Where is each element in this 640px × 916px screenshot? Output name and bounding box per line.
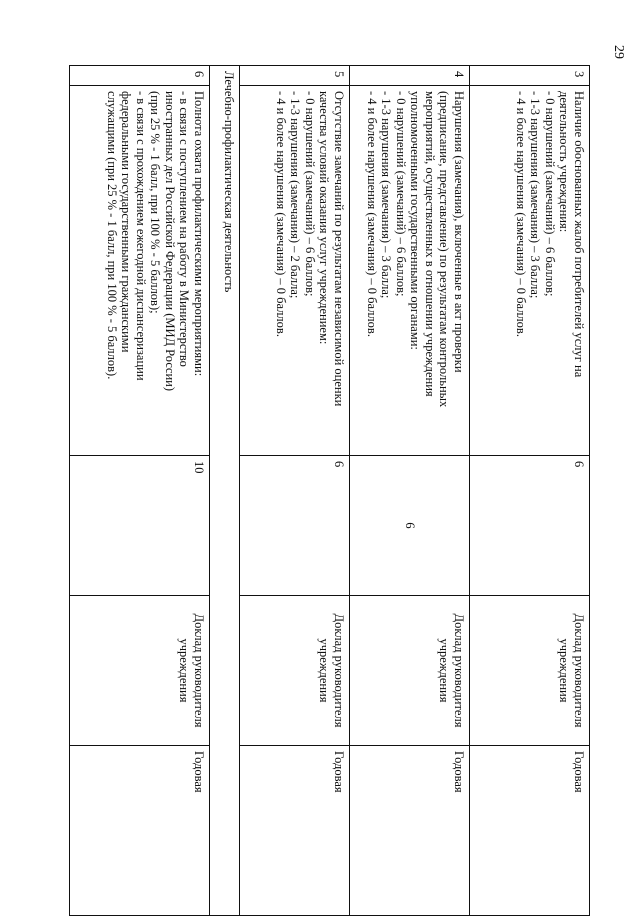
period-cell: Годовая — [350, 746, 470, 916]
row-number: 6 — [70, 66, 210, 86]
rotated-table-wrapper — [70, 65, 590, 915]
criterion-text — [70, 86, 210, 456]
table-row — [350, 66, 470, 916]
criterion-line: - 4 и более нарушения (замечания) – 0 баллов. — [274, 91, 288, 337]
criterion-line: - 1-3 нарушения (замечания) – 2 балла; — [288, 91, 303, 299]
criterion-text — [240, 86, 350, 456]
criterion-line: деятельность учреждения: — [557, 91, 572, 233]
row-number: 3 — [470, 66, 590, 86]
score-cell: 10 — [70, 456, 210, 596]
criterion-line: - в связи с поступлением на работу в Министерство — [177, 91, 192, 367]
page-number: 29 — [611, 45, 626, 59]
criterion-line: федеральными государственными гражданскими — [119, 91, 134, 353]
table-row — [470, 66, 590, 916]
criterion-line: - 4 и более нарушения (замечания) – 0 баллов. — [365, 91, 379, 337]
period-cell: Годовая — [70, 746, 210, 916]
criterion-text — [350, 86, 470, 456]
period-cell: Годовая — [240, 746, 350, 916]
criteria-table — [69, 65, 590, 916]
source-cell: Доклад руководителя учреждения — [470, 596, 590, 746]
source-cell: Доклад руководителя учреждения — [350, 596, 470, 746]
criterion-line: служащими (при 25 % - 1 балл, при 100 % - 5 баллов). — [105, 91, 119, 380]
criterion-line: Отсутствие замечаний по результатам независимой оценки — [332, 91, 346, 407]
score-cell: 6 — [240, 456, 350, 596]
criterion-line: - 1-3 нарушения (замечания) – 3 балла; — [379, 91, 394, 299]
criterion-line: качества условий оказания услуг учреждением: — [317, 91, 332, 345]
criterion-line: - 0 нарушений (замечаний) – 6 баллов; — [303, 91, 317, 297]
criterion-line: Полнота охвата профилактическими мероприятиями: — [192, 91, 206, 377]
source-cell: Доклад руководителя учреждения — [70, 596, 210, 746]
criterion-line: - 0 нарушений (замечаний) – 6 баллов; — [543, 91, 557, 297]
criterion-line: - 0 нарушений (замечаний) – 6 баллов; — [394, 91, 408, 297]
section-row — [210, 66, 240, 916]
score-cell: 6 — [350, 456, 470, 596]
criterion-line: (при 25 % - 1 балл, при 100 % - 5 баллов); — [148, 91, 163, 314]
criterion-line: уполномоченными государственными органами: — [408, 91, 423, 350]
criterion-line: мероприятий, осуществленных в отношении учреждения — [423, 91, 437, 397]
criterion-line: иностранных дел Российской Федерации (МИД России) — [163, 91, 177, 392]
criterion-line: - 1-3 нарушения (замечания) – 3 балла; — [528, 91, 543, 299]
criterion-line: Наличие обоснованных жалоб потребителей услуг на — [572, 91, 586, 378]
score-cell: 6 — [470, 456, 590, 596]
row-number: 4 — [350, 66, 470, 86]
criterion-line: - 4 и более нарушения (замечания) – 0 баллов. — [514, 91, 528, 337]
criterion-text — [470, 86, 590, 456]
table-row — [240, 66, 350, 916]
criterion-line: (предписание, представление) по результатам контрольных — [437, 91, 452, 408]
section-title: Лечебно-профилактическая деятельность — [210, 66, 240, 916]
criterion-line: Нарушения (замечания), включенные в акт проверки — [452, 91, 466, 373]
criterion-line: - в связи с прохождением ежегодной диспансеризации — [134, 91, 148, 381]
table-row — [70, 66, 210, 916]
period-cell: Годовая — [470, 746, 590, 916]
row-number: 5 — [240, 66, 350, 86]
source-cell: Доклад руководителя учреждения — [240, 596, 350, 746]
